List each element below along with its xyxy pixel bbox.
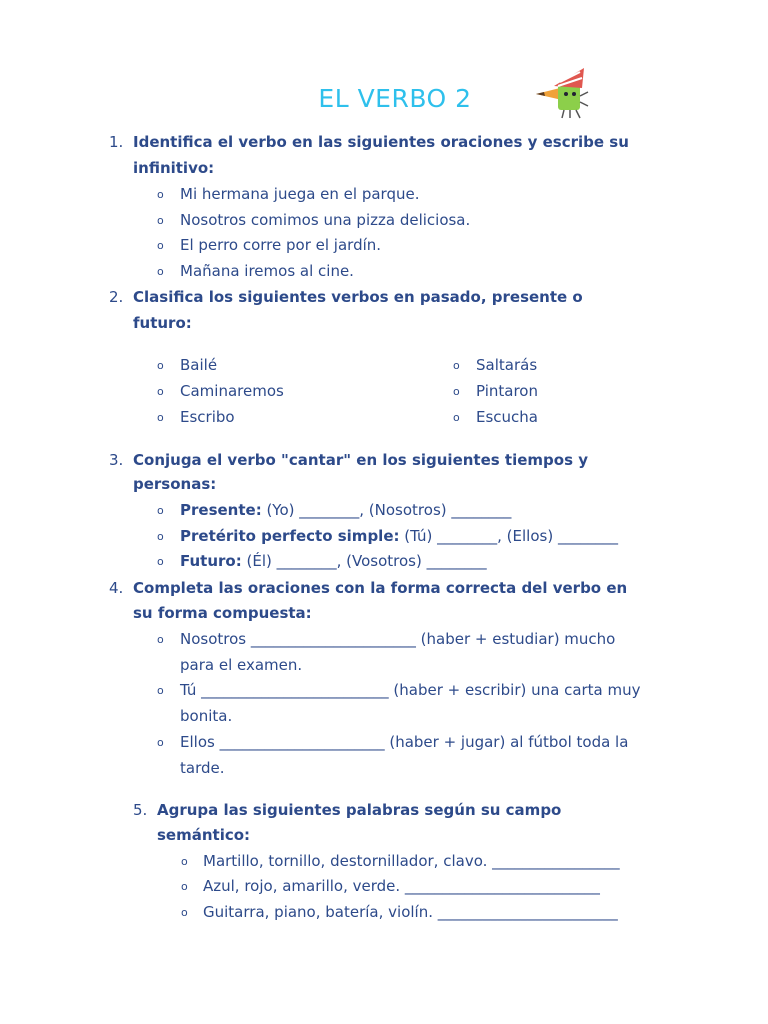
q4-item: Nosotros ______________________ (haber + estudiar) mucho <box>180 630 616 648</box>
q1-item: Mañana iremos al cine. <box>180 262 354 280</box>
list-bullet: o <box>157 736 164 749</box>
list-bullet: o <box>181 855 188 868</box>
list-bullet: o <box>453 359 460 372</box>
list-bullet: o <box>157 555 164 568</box>
q5-number: 5. <box>133 801 148 819</box>
q2-verb-right: Saltarás <box>476 356 538 374</box>
tense-label: Pretérito perfecto simple: <box>180 527 400 545</box>
tense-label: Futuro: <box>180 552 242 570</box>
q3-instruction-cont: personas: <box>133 475 217 493</box>
tense-blanks: (Tú) ________, (Ellos) ________ <box>399 527 618 545</box>
q1-number: 1. <box>109 133 124 151</box>
list-bullet: o <box>157 359 164 372</box>
q3-item <box>180 526 618 546</box>
tense-label: Presente: <box>180 501 262 519</box>
q1-item: Mi hermana juega en el parque. <box>180 185 420 203</box>
list-bullet: o <box>157 411 164 424</box>
q3-instruction: Conjuga el verbo "cantar" en los siguientes tiempos y <box>133 451 589 469</box>
list-bullet: o <box>157 530 164 543</box>
q4-item: Ellos ______________________ (haber + jugar) al fútbol toda la <box>180 733 629 751</box>
q4-item-cont: tarde. <box>180 759 225 777</box>
list-bullet: o <box>157 385 164 398</box>
list-bullet: o <box>157 265 164 278</box>
q5-item: Guitarra, piano, batería, violín. ________________________ <box>203 903 618 921</box>
q5-item: Martillo, tornillo, destornillador, clavo. _________________ <box>203 852 620 870</box>
q2-verb-left: Escribo <box>180 408 235 426</box>
q1-item: Nosotros comimos una pizza deliciosa. <box>180 211 471 229</box>
q2-verb-left: Bailé <box>180 356 218 374</box>
pencil-character-icon <box>534 66 594 122</box>
q4-item-cont: bonita. <box>180 707 233 725</box>
q2-verb-right: Pintaron <box>476 382 538 400</box>
list-bullet: o <box>453 385 460 398</box>
q1-instruction-cont: infinitivo: <box>133 159 215 177</box>
q4-instruction: Completa las oraciones con la forma correcta del verbo en <box>133 579 628 597</box>
q3-item <box>180 500 511 520</box>
q4-item-cont: para el examen. <box>180 656 303 674</box>
list-bullet: o <box>157 188 164 201</box>
q4-item: Tú _________________________ (haber + escribir) una carta muy <box>180 681 641 699</box>
list-bullet: o <box>157 214 164 227</box>
list-bullet: o <box>453 411 460 424</box>
q5-instruction-cont: semántico: <box>157 826 251 844</box>
tense-blanks: (Él) ________, (Vosotros) ________ <box>241 552 487 570</box>
q4-instruction-cont: su forma compuesta: <box>133 604 312 622</box>
q3-number: 3. <box>109 451 124 469</box>
q2-verb-left: Caminaremos <box>180 382 284 400</box>
q4-number: 4. <box>109 579 124 597</box>
q1-item: El perro corre por el jardín. <box>180 236 382 254</box>
page-title: EL VERBO 2 <box>318 84 472 113</box>
q5-instruction: Agrupa las siguientes palabras según su campo <box>157 801 562 819</box>
list-bullet: o <box>181 906 188 919</box>
q5-item: Azul, rojo, amarillo, verde. __________________________ <box>203 877 600 895</box>
q2-verb-right: Escucha <box>476 408 538 426</box>
q2-instruction-cont: futuro: <box>133 314 192 332</box>
q1-instruction: Identifica el verbo en las siguientes oraciones y escribe su <box>133 133 629 151</box>
tense-blanks: (Yo) ________, (Nosotros) ________ <box>261 501 512 519</box>
list-bullet: o <box>157 504 164 517</box>
list-bullet: o <box>157 633 164 646</box>
list-bullet: o <box>181 880 188 893</box>
q2-instruction: Clasifica los siguientes verbos en pasado, presente o <box>133 288 583 306</box>
list-bullet: o <box>157 239 164 252</box>
list-bullet: o <box>157 684 164 697</box>
q3-item <box>180 551 487 571</box>
q2-number: 2. <box>109 288 124 306</box>
